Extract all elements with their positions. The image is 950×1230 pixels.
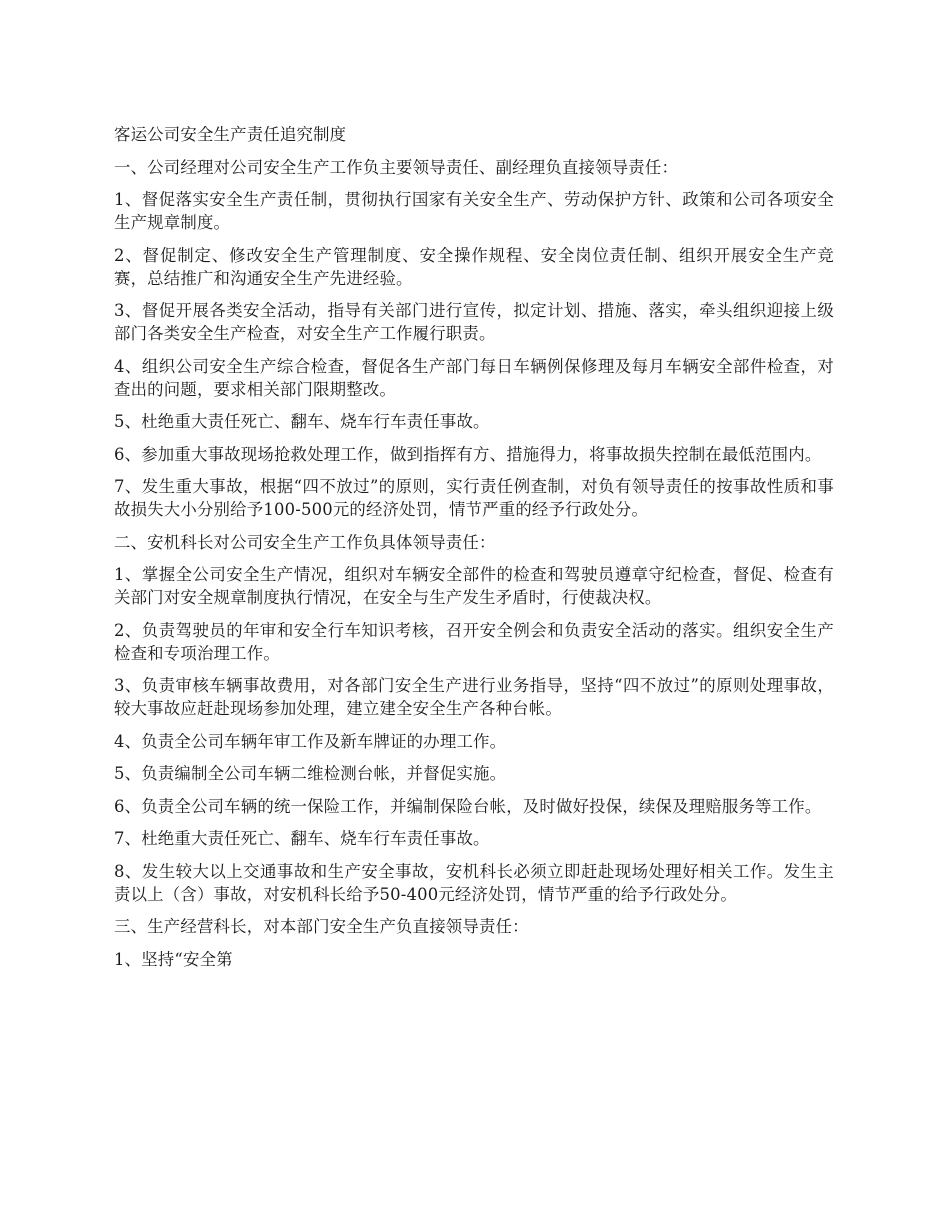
section-heading: 三、生产经营科长，对本部门安全生产负直接领导责任： (114, 917, 529, 936)
paragraph: 2、督促制定、修改安全生产管理制度、安全操作规程、安全岗位责任制、组织开展安全生产竞赛，总结推广和沟通安全生产先进经验。 (114, 245, 834, 288)
paragraph: 4、负责全公司车辆年审工作及新车牌证的办理工作。 (114, 731, 507, 751)
document-title: 客运公司安全生产责任追究制度 (114, 125, 347, 144)
paragraph: 1、督促落实安全生产责任制，贯彻执行国家有关安全生产、劳动保护方针、政策和公司各项安全生产规章制度。 (114, 190, 834, 232)
paragraph: 3、负责审核车辆事故费用，对各部门安全生产进行业务指导，坚持“四不放过”的原则处理事故，较大事故应赶赴现场参加处理，建立建全安全生产各种台帐。 (114, 676, 834, 718)
paragraph: 3、督促开展各类安全活动，指导有关部门进行宣传，拟定计划、措施、落实，牵头组织迎接上级部门各类安全生产检查，对安全生产工作履行职责。 (114, 301, 834, 343)
section-heading: 二、安机科长对公司安全生产工作负具体领导责任： (114, 532, 496, 552)
paragraph: 5、杜绝重大责任死亡、翻车、烧车行车责任事故。 (114, 412, 490, 431)
paragraph: 4、组织公司安全生产综合检查，督促各生产部门每日车辆例保修理及每月车辆安全部件检查，对查出的问题，要求相关部门限期整改。 (114, 356, 834, 399)
paragraph: 7、发生重大事故，根据“四不放过”的原则，实行责任例查制，对负有领导责任的按事故性质和事故损失大小分别给予100-500元的经济处罚，情节严重的经予行政处分。 (114, 477, 834, 519)
paragraph: 6、参加重大事故现场抢救处理工作，做到指挥有方、措施得力，将事故损失控制在最低范围内。 (114, 444, 822, 464)
paragraph: 1、掌握全公司安全生产情况，组织对车辆安全部件的检查和驾驶员遵章守纪检查，督促、检查有关部门对安全规章制度执行情况，在安全与生产发生矛盾时，行使裁决权。 (114, 565, 834, 607)
document-body (114, 123, 834, 980)
paragraph: 5、负责编制全公司车辆二维检测台帐，并督促实施。 (114, 764, 507, 783)
section-heading: 一、公司经理对公司安全生产工作负主要领导责任、副经理负直接领导责任： (114, 157, 679, 177)
paragraph: 8、发生较大以上交通事故和生产安全事故，安机科长必须立即赶赴现场处理好相关工作。发生主责以上（含）事故，对安机科长给予50-400元经济处罚，情节严重的给予行政处分。 (114, 861, 834, 904)
paragraph: 7、杜绝重大责任死亡、翻车、烧车行车责任事故。 (114, 829, 490, 848)
paragraph: 2、负责驾驶员的年审和安全行车知识考核，召开安全例会和负责安全活动的落实。组织安全生产检查和专项治理工作。 (114, 620, 834, 663)
paragraph: 6、负责全公司车辆的统一保险工作，并编制保险台帐，及时做好投保，续保及理赔服务等工作。 (114, 796, 822, 816)
paragraph: 1、坚持“安全第 (114, 949, 233, 969)
